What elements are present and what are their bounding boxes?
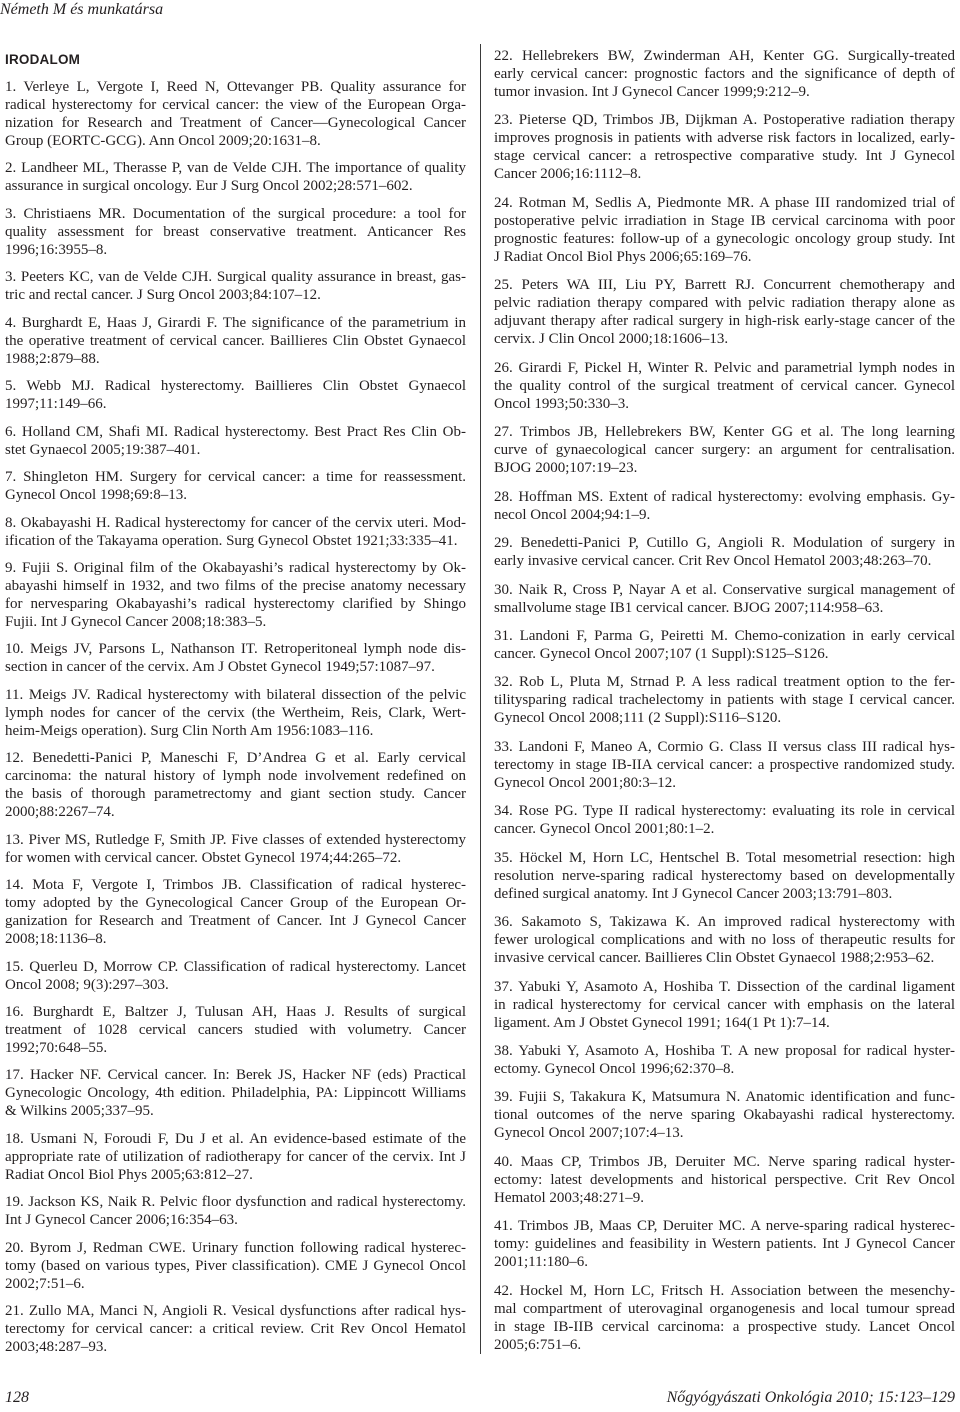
reference-line: tomy adopted by the Gynecological Cancer Group of the European Or-	[5, 895, 466, 912]
reference-line: 35. Höckel M, Horn LC, Hentschel B. Total mesometrial resection: high	[494, 849, 955, 866]
reference-line: terectomy in stage IB-IIA cervical cancer: a prospective randomized study.	[494, 756, 955, 773]
reference-line: 26. Girardi F, Pickel H, Winter R. Pelvic and parametrial lymph nodes in	[494, 359, 955, 376]
reference-line: 29. Benedetti-Panici P, Cutillo G, Angioli R. Modulation of surgery in	[494, 535, 955, 552]
reference-line: smallvolume stage IB1 cervical cancer. BJOG 2007;114:958–63.	[494, 599, 884, 616]
column-divider	[480, 44, 481, 1354]
reference-line: Cancer 2006;16:1112–8.	[494, 166, 642, 183]
reference-item	[5, 423, 466, 459]
reference-line: 2001;11:180–6.	[494, 1254, 589, 1271]
reference-line: Hematol 2003;48:271–9.	[494, 1189, 644, 1206]
reference-line: Radiat Oncol Biol Phys 2005;63:812–27.	[5, 1166, 253, 1183]
reference-item	[5, 831, 466, 867]
reference-item	[494, 47, 955, 101]
reference-item	[494, 488, 955, 524]
reference-line: curve of gynaecological cancer surgery: an argument for centralisation.	[494, 442, 955, 459]
reference-line: cancer. Gynecol Oncol 2001;80:1–2.	[494, 821, 715, 838]
reference-line: 25. Peters WA III, Liu PY, Barrett RJ. Concurrent chemotherapy and	[494, 277, 955, 294]
journal-citation: Nőgyógyászati Onkológia 2010; 15:123–129	[666, 1389, 955, 1406]
reference-line: Fujii. Int J Gynecol Cancer 2008;18:383–5.	[5, 613, 267, 630]
references-left-column	[5, 51, 466, 1366]
reference-item	[5, 1302, 466, 1356]
reference-line: 5. Webb MJ. Radical hysterectomy. Baillieres Clin Obstet Gynaecol	[5, 378, 466, 395]
reference-line: tumor invasion. Int J Gynecol Cancer 1999;9:212–9.	[494, 84, 810, 100]
reference-line: 18. Usmani N, Foroudi F, Du J et al. An evidence-based estimate of the	[5, 1130, 466, 1147]
reference-line: 38. Yabuki Y, Asamoto A, Hoshiba T. A new proposal for radical hyster-	[494, 1043, 955, 1059]
references-heading: IRODALOM	[5, 52, 81, 67]
reference-line: treatment of 1028 cervical cancers studied with volumetry. Cancer	[5, 1022, 466, 1038]
reference-item	[494, 802, 955, 838]
reference-line: 6. Holland CM, Shafi MI. Radical hysterectomy. Best Pract Res Clin Ob-	[5, 423, 466, 440]
reference-line: the basis of thorough parametrectomy and giant section study. Cancer	[5, 786, 466, 803]
reference-item	[494, 1217, 955, 1271]
reference-line: 11. Meigs JV. Radical hysterectomy with bilateral dissection of the pelvic	[5, 686, 466, 703]
reference-line: 40. Maas CP, Trimbos JB, Deruiter MC. Nerve sparing radical hyster-	[494, 1153, 955, 1170]
reference-line: 10. Meigs JV, Parsons L, Nathanson IT. Retroperitoneal lymph node dis-	[5, 641, 466, 658]
reference-line: adjuvant therapy after radical surgery in high-risk early-stage cancer of the	[494, 313, 955, 330]
reference-line: assurance in surgical oncology. Eur J Surg Oncol 2002;28:571–602.	[5, 178, 413, 195]
reference-line: in stage IB-IIB cervical carcinoma: a prospective study. Lancet Oncol	[494, 1318, 955, 1335]
reference-item	[494, 111, 955, 183]
reference-line: Gynecologic Oncology, 4th edition. Philadelphia, PA: Lippincott Williams	[5, 1085, 466, 1102]
reference-item	[494, 423, 955, 477]
reference-line: 41. Trimbos JB, Maas CP, Deruiter MC. A nerve-sparing radical hysterec-	[494, 1218, 955, 1235]
reference-line: radical hysterectomy for cervical cancer: the view of the European Orga-	[5, 97, 466, 113]
reference-line: the quality control of the surgical treatment of cervical cancer. Gynecol	[494, 377, 955, 394]
reference-line: carcinoma: the natural history of lymph node involvement redefined on	[5, 768, 466, 785]
reference-line: early invasive cervical cancer. Crit Rev Oncol Hematol 2003;48:263–70.	[494, 553, 932, 570]
reference-line: 34. Rose PG. Type II radical hysterectomy: evaluating its role in cervical	[494, 803, 955, 820]
reference-line: terectomy for cervical cancer: a critical review. Crit Rev Oncol Hematol	[5, 1321, 466, 1338]
reference-item	[5, 78, 466, 150]
reference-line: 19. Jackson KS, Naik R. Pelvic floor dysfunction and radical hysterectomy.	[5, 1194, 466, 1211]
page-number: 128	[5, 1389, 29, 1406]
reference-item	[5, 1193, 466, 1229]
references-right-column	[494, 47, 955, 1364]
reference-line: quality assessment for breast conservative treatment. Anticancer Res	[5, 223, 466, 240]
reference-line: invasive cervical cancer. Baillieres Clin Obstet Gynaecol 1988;2:953–62.	[494, 950, 935, 967]
reference-line: 15. Querleu D, Morrow CP. Classification of radical hysterectomy. Lancet	[5, 958, 466, 975]
reference-line: 28. Hoffman MS. Extent of radical hysterectomy: evolving emphasis. Gy-	[494, 488, 955, 505]
reference-line: 27. Trimbos JB, Hellebrekers BW, Kenter GG et al. The long learning	[494, 424, 955, 441]
reference-line: 33. Landoni F, Maneo A, Cormio G. Class II versus class III radical hys-	[494, 738, 955, 755]
reference-line: heim-Meigs operation). Surg Clin North Am 1956:1083–116.	[5, 722, 374, 739]
reference-item	[5, 468, 466, 504]
reference-line: 14. Mota F, Vergote I, Trimbos JB. Classification of radical hysterec-	[5, 877, 466, 894]
reference-line: early cervical cancer: prognostic factors and the significance of depth of	[494, 66, 955, 82]
reference-line: lymph nodes for cancer of the cervix (the Wertheim, Reis, Clark, Wert-	[5, 704, 466, 721]
reference-line: Oncol 1993;50:330–3.	[494, 395, 629, 412]
reference-line: ectomy. Gynecol Oncol 1996;62:370–8.	[494, 1061, 735, 1077]
reference-line: Int J Gynecol Cancer 2006;16:354–63.	[5, 1212, 238, 1229]
reference-item	[5, 159, 466, 195]
reference-line: postoperative pelvic irradiation in Stage IB cervical carcinoma with poor	[494, 212, 955, 229]
reference-item	[494, 276, 955, 348]
reference-item	[494, 194, 955, 266]
reference-line: 23. Pieterse QD, Trimbos JB, Dijkman A. Postoperative radiation therapy	[494, 112, 955, 129]
reference-line: 17. Hacker NF. Cervical cancer. In: Berek JS, Hacker NF (eds) Practical	[5, 1067, 466, 1084]
reference-line: the operative treatment of cervical cancer. Baillieres Clin Obstet Gynaecol	[5, 332, 466, 349]
reference-item	[5, 314, 466, 368]
reference-line: J Radiat Oncol Biol Phys 2006;65:169–76.	[494, 248, 752, 265]
reference-item	[5, 268, 466, 304]
reference-line: tomy (based on various types, Piver classification). CME J Gynecol Oncol	[5, 1257, 466, 1274]
reference-line: 1996;16:3955–8.	[5, 241, 108, 258]
reference-item	[5, 958, 466, 994]
reference-line: 4. Burghardt E, Haas J, Girardi F. The significance of the parametrium in	[5, 314, 466, 331]
reference-line: 37. Yabuki Y, Asamoto A, Hoshiba T. Dissection of the cardinal ligament	[494, 978, 955, 995]
reference-line: mal compartment of uterovaginal organogenesis and local tumour spread	[494, 1300, 955, 1317]
reference-line: for women with cervical cancer. Obstet Gynecol 1974;44:265–72.	[5, 849, 402, 866]
reference-item	[494, 913, 955, 967]
reference-line: 2000;88:2267–74.	[5, 804, 115, 821]
reference-line: Oncol 2008; 9(3):297–303.	[5, 976, 169, 993]
reference-line: 2002;7:51–6.	[5, 1275, 85, 1292]
reference-line: & Wilkins 2005;337–95.	[5, 1103, 154, 1120]
reference-line: pelvic radiation therapy compared with pelvic radiation therapy alone as	[494, 295, 955, 312]
reference-line: section in cancer of the cervix. Am J Obstet Gynecol 1949;57:1087–97.	[5, 659, 435, 676]
reference-line: 2003;48:287–93.	[5, 1339, 108, 1356]
reference-line: stet Gynaecol 2005;19:387–401.	[5, 441, 201, 458]
reference-line: resolution nerve-sparing radical hysterectomy based on developmentally	[494, 867, 955, 884]
reference-item	[494, 1042, 955, 1078]
reference-item	[494, 1282, 955, 1354]
reference-line: Gynecol Oncol 2007;107:4–13.	[494, 1125, 684, 1142]
reference-line: 36. Sakamoto S, Takizawa K. An improved radical hysterectomy with	[494, 914, 955, 931]
reference-line: tomy: guidelines and feasibility in Western patients. Int J Gynecol Cancer	[494, 1236, 955, 1253]
reference-item	[5, 686, 466, 740]
reference-item	[5, 1066, 466, 1120]
reference-line: 2008;18:1136–8.	[5, 931, 107, 948]
reference-item	[494, 1153, 955, 1207]
reference-line: 8. Okabayashi H. Radical hysterectomy for cancer of the cervix uteri. Mod-	[5, 514, 466, 531]
reference-line: appropriate rate of utilization of radiotherapy for cancer of the cervix. Int J	[5, 1148, 466, 1165]
reference-line: 13. Piver MS, Rutledge F, Smith JP. Five classes of extended hysterectomy	[5, 831, 466, 848]
reference-item	[5, 559, 466, 631]
reference-line: 7. Shingleton HM. Surgery for cervical cancer: a time for reassessment.	[5, 469, 466, 486]
reference-line: prognostic features: follow-up of a gynecologic oncology group study. Int	[494, 230, 955, 247]
reference-line: Gynecol Oncol 2008;111 (2 Suppl):S116–S120.	[494, 710, 782, 727]
reference-item	[5, 205, 466, 259]
reference-line: 20. Byrom J, Redman CWE. Urinary function following radical hysterec-	[5, 1239, 466, 1256]
reference-item	[5, 514, 466, 550]
reference-line: 3. Peeters KC, van de Velde CJH. Surgical quality assurance in breast, gas-	[5, 269, 466, 286]
reference-line: 39. Fujii S, Takakura K, Matsumura N. Anatomic identification and func-	[494, 1089, 955, 1106]
reference-item	[5, 876, 466, 948]
reference-line: 12. Benedetti-Panici P, Maneschi F, D’Andrea G et al. Early cervical	[5, 750, 466, 767]
reference-line: 32. Rob L, Pluta M, Strnad P. A less radical treatment option to the fer-	[494, 674, 955, 691]
reference-line: tilitysparing radical trachelectomy in patients with stage I cervical cancer.	[494, 692, 955, 709]
reference-item	[5, 1003, 466, 1057]
reference-line: Gynecol Oncol 1998;69:8–13.	[5, 487, 188, 504]
reference-line: 24. Rotman M, Sedlis A, Piedmonte MR. A phase III randomized trial of	[494, 194, 955, 211]
reference-line: ligament. Am J Obstet Gynecol 1991; 164(1 Pt 1):7–14.	[494, 1014, 830, 1031]
reference-line: necol Oncol 2004;94:1–9.	[494, 506, 651, 523]
reference-line: ganization for Research and Treatment of Cancer. Int J Gynecol Cancer	[5, 913, 466, 930]
reference-line: cancer. Gynecol Oncol 2007;107 (1 Suppl):S125–S126.	[494, 645, 829, 662]
reference-line: 21. Zullo MA, Manci N, Angioli R. Vesical dysfunctions after radical hys-	[5, 1303, 466, 1320]
reference-line: tric and rectal cancer. J Surg Oncol 2003;84:107–12.	[5, 287, 321, 304]
reference-line: 30. Naik R, Cross P, Nayar A et al. Conservative surgical management of	[494, 581, 955, 598]
reference-line: 2. Landheer ML, Therasse P, van de Velde CJH. The importance of quality	[5, 160, 466, 177]
reference-item	[5, 377, 466, 413]
reference-item	[494, 534, 955, 570]
reference-item	[5, 749, 466, 821]
reference-item	[494, 978, 955, 1032]
reference-item	[494, 673, 955, 727]
reference-line: stage cervical cancer: a retrospective comparative study. Int J Gynecol	[494, 148, 955, 165]
reference-line: for nervesparing Okabayashi’s radical hysterectomy clarified by Shingo	[5, 595, 466, 612]
reference-line: Gynecol Oncol 2001;80:3–12.	[494, 774, 677, 791]
reference-line: 9. Fujii S. Original film of the Okabayashi’s radical hysterectomy by Ok-	[5, 559, 466, 576]
reference-item	[494, 627, 955, 663]
reference-line: nization for Research and Treatment of Cancer—Gynecological Cancer	[5, 115, 466, 131]
reference-line: BJOG 2000;107:19–23.	[494, 460, 638, 477]
reference-line: 1992;70:648–55.	[5, 1040, 108, 1056]
reference-line: 1. Verleye L, Vergote I, Reed N, Ottevanger PB. Quality assurance for	[5, 79, 466, 95]
reference-line: fewer urological complications and with no loss of therapeutic results for	[494, 932, 955, 949]
reference-item	[494, 359, 955, 413]
reference-item	[5, 640, 466, 676]
reference-line: 31. Landoni F, Parma G, Peiretti M. Chemo-conization in early cervical	[494, 627, 955, 644]
reference-line: 42. Hockel M, Horn LC, Fritsch H. Association between the mesenchy-	[494, 1282, 955, 1299]
reference-item	[494, 581, 955, 617]
reference-line: in radical hysterectomy for cervical cancer with emphasis on the lateral	[494, 996, 955, 1013]
reference-item	[494, 1088, 955, 1142]
reference-line: 3. Christiaens MR. Documentation of the surgical procedure: a tool for	[5, 205, 466, 222]
reference-line: 16. Burghardt E, Baltzer J, Tulusan AH, Haas J. Results of surgical	[5, 1004, 466, 1020]
reference-line: ectomy: latest developments and historical perspective. Crit Rev Oncol	[494, 1171, 955, 1188]
reference-line: 1997;11:149–66.	[5, 396, 107, 413]
reference-line: Group (EORTC-GCG). Ann Oncol 2009;20:1631–8.	[5, 133, 321, 149]
reference-line: abayashi himself in 1932, and two films of the precise anatomy necessary	[5, 577, 466, 594]
reference-line: 1988;2:879–88.	[5, 350, 100, 367]
reference-item	[5, 1130, 466, 1184]
reference-line: ification of the Takayama operation. Surg Gynecol Obstet 1921;33:335–41.	[5, 532, 458, 549]
reference-line: cervix. J Clin Oncol 2000;18:1606–13.	[494, 331, 729, 348]
reference-item	[5, 1239, 466, 1293]
reference-line: 22. Hellebrekers BW, Zwinderman AH, Kenter GG. Surgically-treated	[494, 48, 955, 64]
reference-line: 2005;6:751–6.	[494, 1336, 582, 1353]
reference-item	[494, 849, 955, 903]
running-head: Németh M és munkatársa	[0, 1, 164, 18]
reference-item	[494, 738, 955, 792]
reference-line: improves prognosis in patients with adverse risk factors in localized, early-	[494, 130, 955, 147]
reference-line: tional outcomes of the nerve sparing Okabayashi radical hysterectomy.	[494, 1107, 955, 1124]
reference-line: defined surgical anatomy. Int J Gynecol Cancer 2003;13:791–803.	[494, 885, 893, 902]
